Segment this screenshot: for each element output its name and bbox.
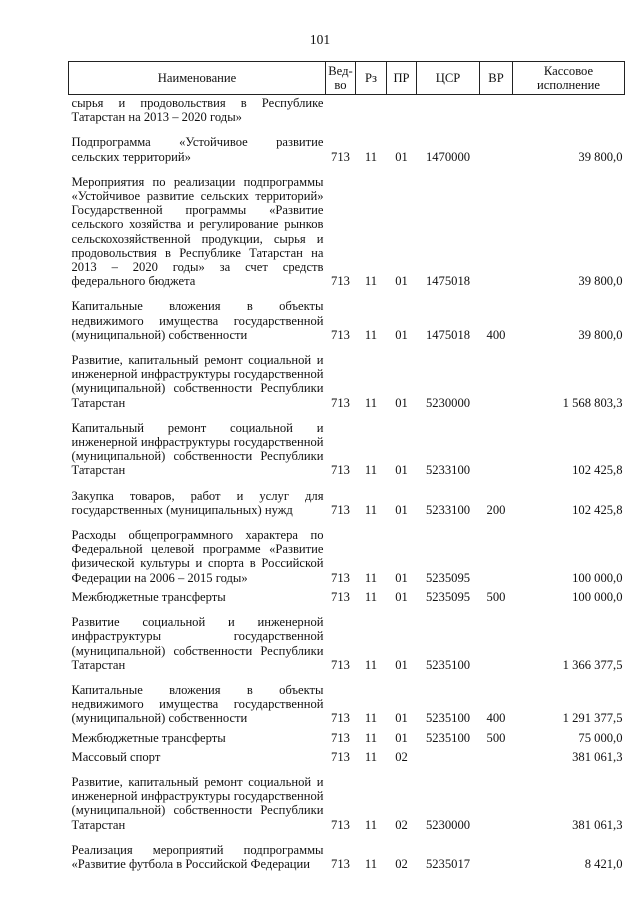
row-vr: 500 (486, 730, 506, 745)
row-ved: 713 (331, 570, 350, 585)
table-header (69, 62, 625, 95)
row-pr (387, 95, 417, 125)
row-amount: 39 800,0 (578, 327, 623, 342)
row-vr (480, 517, 513, 585)
row-rz: 11 (364, 856, 378, 871)
header-rz: Рз (356, 62, 387, 95)
table-row (69, 478, 625, 517)
page-number: 101 (309, 32, 331, 47)
table-row (69, 288, 625, 342)
row-name: Закупка товаров, работ и услуг для государственных (муниципальных) нужд (71, 488, 324, 517)
row-csr: 5230000 (425, 395, 471, 410)
row-amount: 39 800,0 (578, 274, 623, 289)
row-ved: 713 (331, 589, 350, 604)
table-row (69, 745, 625, 764)
row-ved: 713 (331, 274, 350, 289)
row-name: Мероприятия по реализации подпрограммы «Устойчивое развитие сельских территорий» Государственной программы «Развитие сельского хозяйства и регулирование рынков сельскохозяйственной продукции, сырья и продовольствия в Республике Татарстан на 2013 – 2020 годы» за счет средств федерального бюджета (71, 174, 324, 289)
row-vr (480, 95, 513, 125)
row-rz: 11 (364, 817, 378, 832)
row-pr: 01 (395, 502, 408, 517)
row-rz: 11 (364, 327, 378, 342)
row-ved: 713 (331, 856, 350, 871)
row-rz: 11 (364, 274, 378, 289)
row-amount: 102 425,8 (572, 502, 623, 517)
row-ved: 713 (331, 395, 350, 410)
row-rz: 11 (364, 463, 378, 478)
row-csr: 1470000 (425, 149, 471, 164)
row-pr: 02 (395, 749, 408, 764)
row-vr: 400 (486, 327, 506, 342)
row-csr: 5230000 (425, 817, 471, 832)
row-ved: 713 (331, 149, 350, 164)
row-rz: 11 (364, 570, 378, 585)
row-csr: 5235100 (425, 730, 471, 745)
row-rz: 11 (364, 149, 378, 164)
row-csr: 1475018 (425, 274, 471, 289)
row-pr: 01 (395, 711, 408, 726)
row-vr (480, 410, 513, 478)
row-rz: 11 (364, 502, 378, 517)
header-name: Наименование (69, 62, 326, 95)
row-amount: 39 800,0 (578, 149, 623, 164)
table-row (69, 585, 625, 604)
row-name: Капитальные вложения в объекты недвижимого имущества государственной (муниципальной) собственности (71, 682, 324, 726)
row-rz: 11 (364, 395, 378, 410)
row-name: Развитие, капитальный ремонт социальной и инженерной инфраструктуры государственной (муниципальной) собственности Республики Татарстан (71, 774, 324, 832)
header-csr: ЦСР (417, 62, 480, 95)
row-ved: 713 (331, 463, 350, 478)
row-ved: 713 (331, 327, 350, 342)
row-name: Реализация мероприятий подпрограммы «Развитие футбола в Российской Федерации (71, 842, 324, 871)
table-row (69, 672, 625, 726)
row-vr (480, 604, 513, 672)
row-name: Капитальные вложения в объекты недвижимого имущества государственной (муниципальной) собственности (71, 299, 324, 342)
row-vr: 500 (486, 589, 506, 604)
table-row (69, 517, 625, 585)
row-rz: 11 (364, 657, 378, 672)
row-pr: 01 (395, 149, 408, 164)
row-rz: 11 (364, 589, 378, 604)
header-vr: ВР (480, 62, 513, 95)
row-vr (480, 764, 513, 832)
row-csr: 1475018 (425, 327, 471, 342)
table-row (69, 410, 625, 478)
row-amount: 1 568 803,3 (562, 395, 623, 410)
row-pr: 01 (395, 589, 408, 604)
row-csr: 5233100 (425, 502, 471, 517)
row-csr (417, 745, 480, 764)
table-row (69, 604, 625, 672)
row-amount: 100 000,0 (572, 589, 623, 604)
budget-table (68, 61, 625, 871)
row-csr: 5235095 (425, 570, 471, 585)
row-pr: 01 (395, 657, 408, 672)
row-pr: 01 (395, 570, 408, 585)
row-amount: 8 421,0 (584, 856, 623, 871)
table-row (69, 164, 625, 289)
header-amount: Кассовое исполнение (513, 62, 625, 95)
row-pr: 02 (395, 856, 408, 871)
row-rz (356, 95, 387, 125)
row-name: Подпрограмма «Устойчивое развитие сельских территорий» (71, 135, 324, 164)
row-amount: 381 061,3 (572, 749, 623, 764)
row-rz: 11 (364, 711, 378, 726)
row-pr: 01 (395, 463, 408, 478)
row-amount (513, 95, 625, 125)
table-row (69, 124, 625, 163)
row-amount: 100 000,0 (572, 570, 623, 585)
row-csr: 5235100 (425, 711, 471, 726)
row-ved (326, 95, 356, 125)
row-name: Развитие социальной и инженерной инфраструктуры государственной (муниципальной) собственности Республики Татарстан (71, 615, 324, 672)
row-ved: 713 (331, 730, 350, 745)
row-amount: 381 061,3 (572, 817, 623, 832)
table-row (69, 95, 625, 125)
row-pr: 02 (395, 817, 408, 832)
row-amount: 1 366 377,5 (562, 657, 623, 672)
row-csr: 5235100 (425, 657, 471, 672)
row-csr: 5235095 (425, 589, 471, 604)
row-vr: 200 (486, 502, 506, 517)
row-rz: 11 (364, 749, 378, 764)
row-name: Межбюджетные трансферты (71, 730, 226, 745)
table-row (69, 342, 625, 410)
row-vr (480, 342, 513, 410)
header-ved: Вед-во (326, 62, 356, 95)
header-pr: ПР (387, 62, 417, 95)
row-name: сырья и продовольствия в Республике Татарстан на 2013 – 2020 годы» (71, 96, 324, 125)
row-vr (480, 745, 513, 764)
row-name: Расходы общепрограммного характера по Федеральной целевой программе «Развитие физической культуры и спорта в Российской Федерации на 2006 – 2015 годы» (71, 528, 324, 585)
row-pr: 01 (395, 395, 408, 410)
row-ved: 713 (331, 749, 350, 764)
row-name: Межбюджетные трансферты (71, 589, 226, 604)
row-name: Капитальный ремонт социальной и инженерной инфраструктуры государственной (муниципальной) собственности Республики Татарстан (71, 420, 324, 478)
row-ved: 713 (331, 711, 350, 726)
row-amount: 1 291 377,5 (562, 711, 623, 726)
row-csr: 5233100 (425, 463, 471, 478)
row-rz: 11 (364, 730, 378, 745)
row-name: Массовый спорт (71, 749, 161, 764)
row-ved: 713 (331, 817, 350, 832)
row-pr: 01 (395, 327, 408, 342)
row-name: Развитие, капитальный ремонт социальной и инженерной инфраструктуры государственной (муниципальной) собственности Республики Татарстан (71, 353, 324, 410)
row-vr (480, 832, 513, 871)
row-vr (480, 164, 513, 289)
row-csr (417, 95, 480, 125)
table-row (69, 832, 625, 871)
row-amount: 75 000,0 (578, 730, 623, 745)
row-ved: 713 (331, 502, 350, 517)
row-vr (480, 124, 513, 163)
table-row (69, 764, 625, 832)
row-vr: 400 (486, 711, 506, 726)
row-pr: 01 (395, 730, 408, 745)
row-ved: 713 (331, 657, 350, 672)
table-row (69, 726, 625, 745)
row-amount: 102 425,8 (572, 463, 623, 478)
row-csr: 5235017 (425, 856, 471, 871)
row-pr: 01 (395, 274, 408, 289)
